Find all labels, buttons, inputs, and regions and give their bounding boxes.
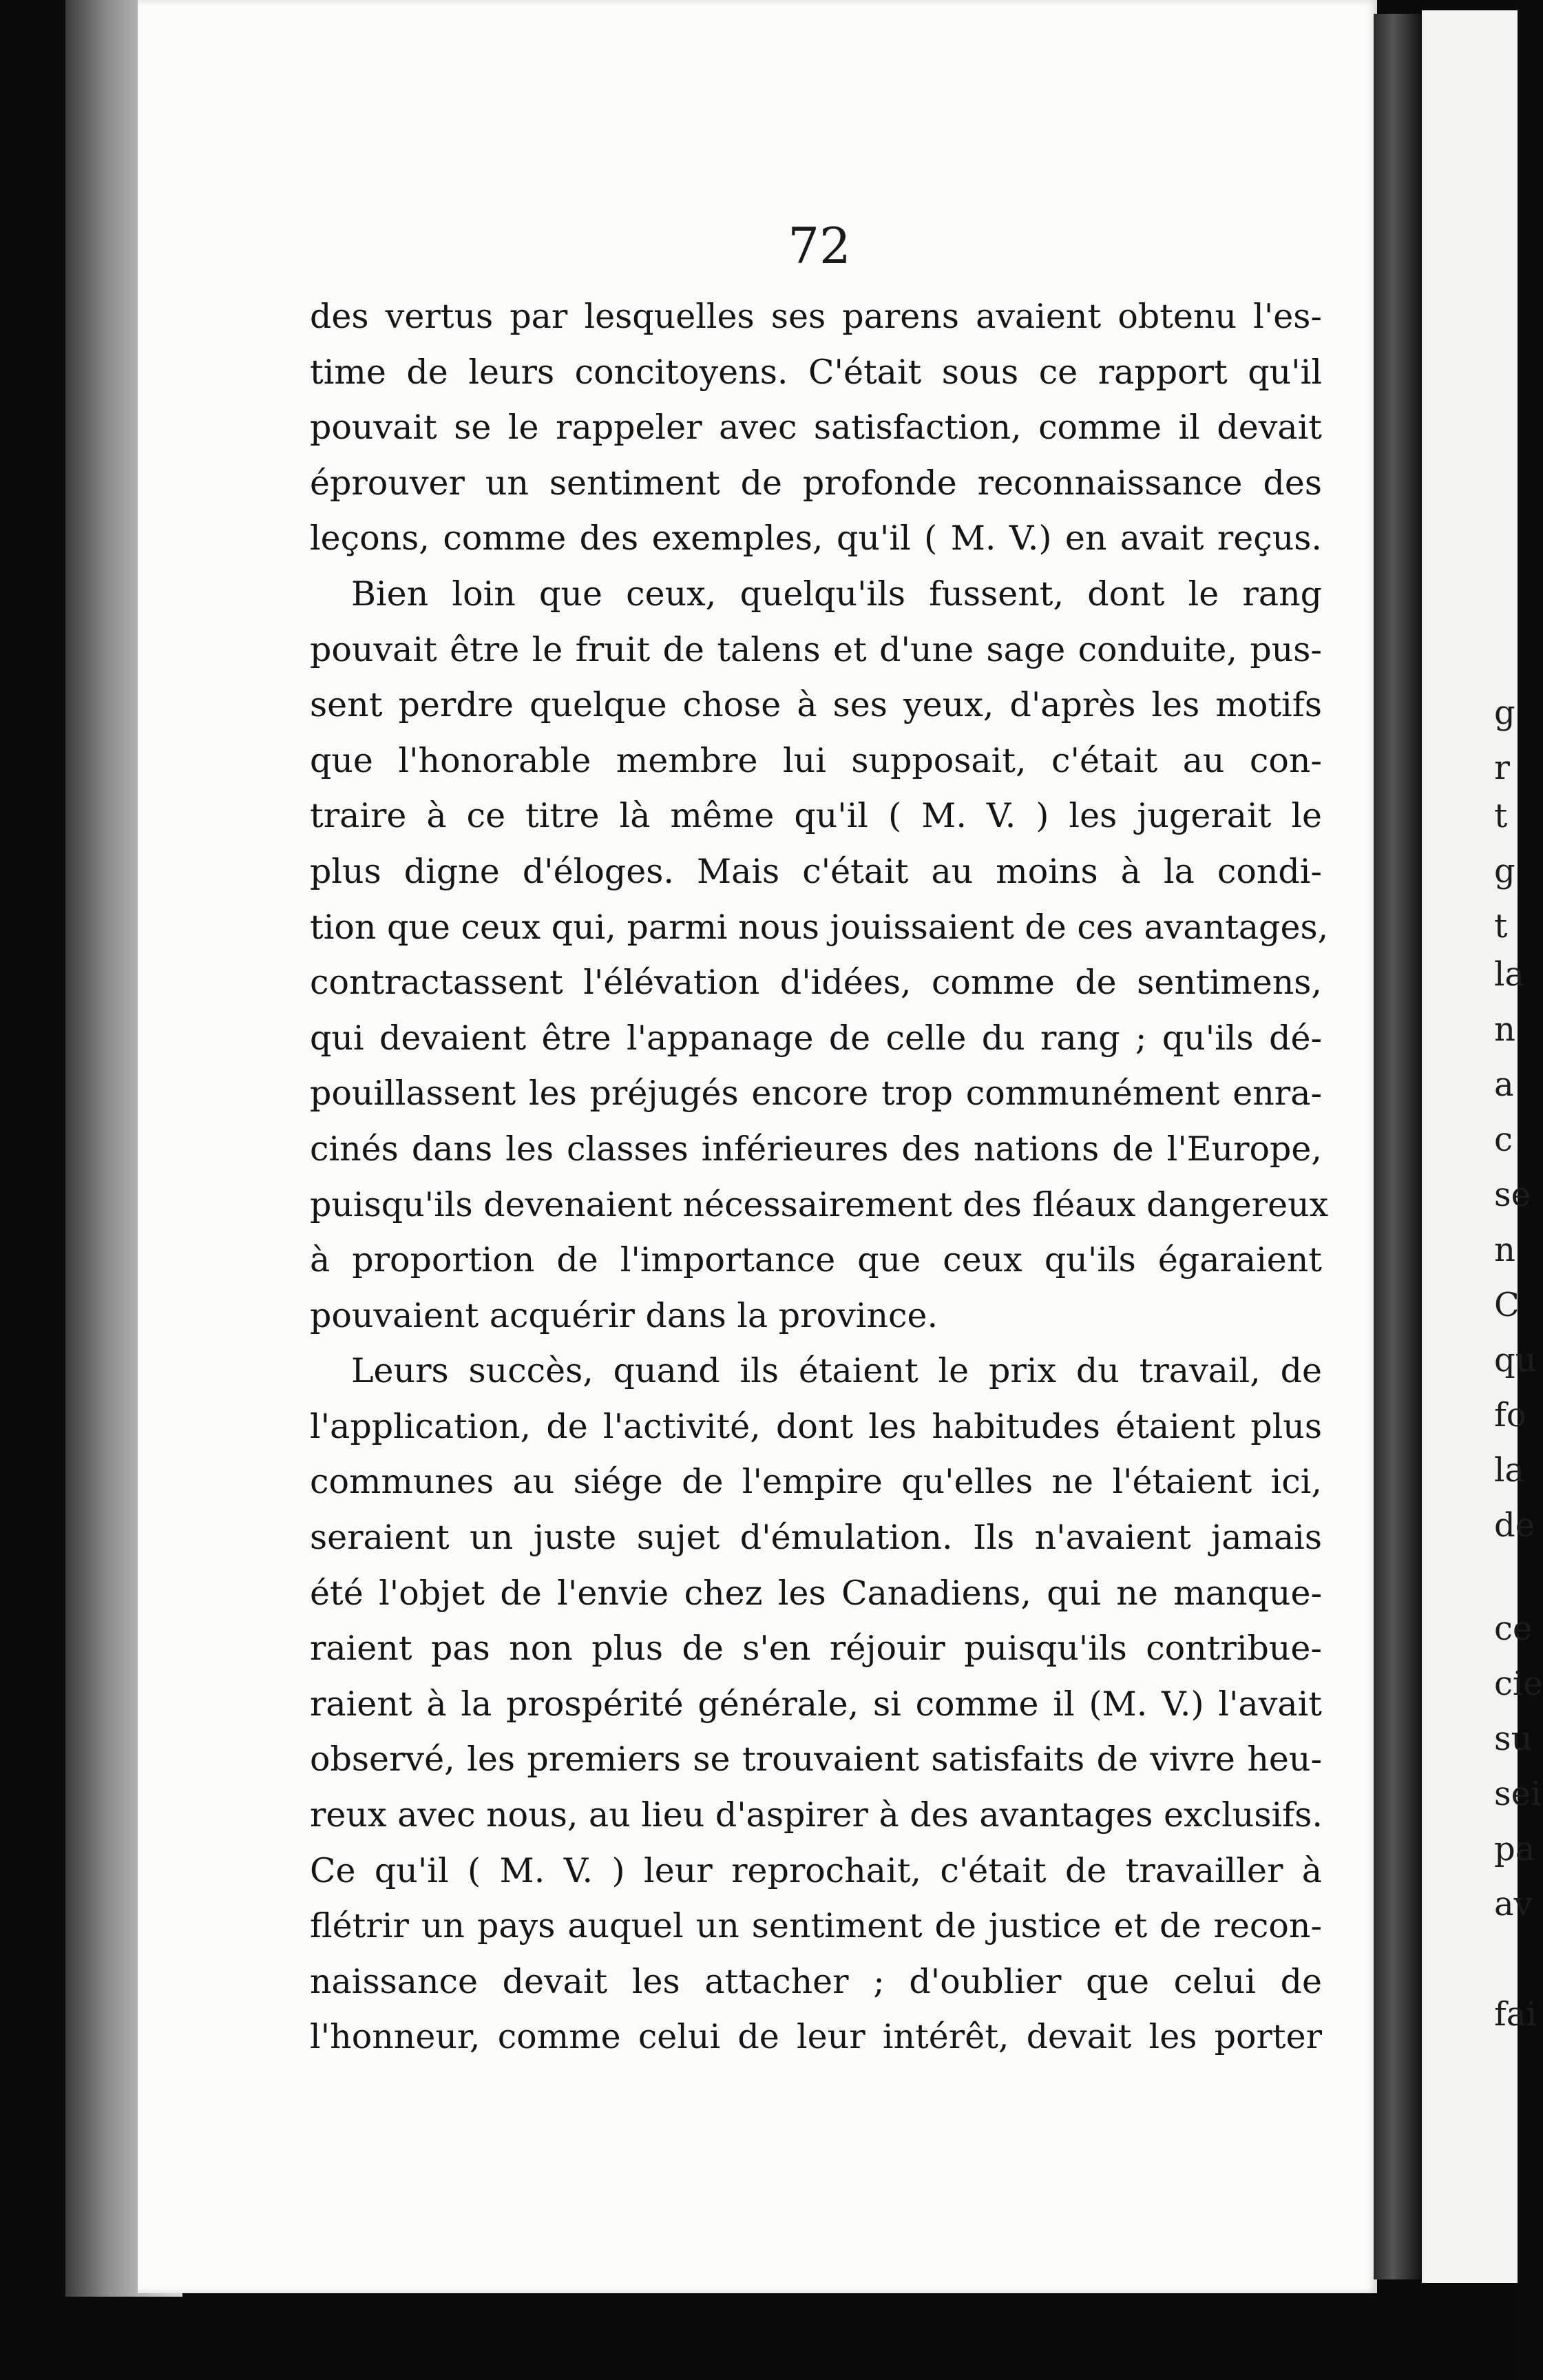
text-line: pouvaient acquérir dans la province. [310, 1295, 938, 1335]
text-line: plus digne d'éloges. Mais c'était au moins à la condi- [310, 851, 1322, 891]
next-page-fragment: ce [1494, 1609, 1533, 1648]
text-line: traire à ce titre là même qu'il ( M. V. ) les jugerait le [310, 796, 1322, 836]
next-page-fragment: qu [1494, 1341, 1537, 1379]
text-line: cinés dans les classes inférieures des nations de l'Europe, [310, 1129, 1322, 1169]
text-line: l'honneur, comme celui de leur intérêt, devait les porter [310, 2017, 1322, 2057]
text-line: éprouver un sentiment de profonde reconnaissance des [310, 463, 1322, 503]
text-line: l'application, de l'activité, dont les habitudes étaient plus [310, 1406, 1322, 1446]
next-page-fragment: su [1494, 1720, 1533, 1758]
text-line: contractassent l'élévation d'idées, comme de sentimens, [310, 963, 1322, 1003]
next-page-fragment: g [1494, 852, 1515, 890]
text-line: naissance devait les attacher ; d'oublier que celui de [310, 1961, 1322, 2001]
text-line: sent perdre quelque chose à ses yeux, d'après les motifs [310, 685, 1322, 725]
text-line: pouvait se le rappeler avec satisfaction, comme il devait [310, 408, 1322, 448]
next-page-sliver [1422, 10, 1543, 2283]
next-page-fragment: sei [1494, 1775, 1542, 1813]
text-line: tion que ceux qui, parmi nous jouissaient de ces avantages, [310, 907, 1329, 947]
text-line: raient pas non plus de s'en réjouir puisqu'ils contribue- [310, 1629, 1322, 1669]
text-line: seraient un juste sujet d'émulation. Ils n'avaient jamais [310, 1518, 1322, 1558]
text-line: pouvait être le fruit de talens et d'une sage conduite, pus- [310, 629, 1322, 669]
page-body-text [310, 289, 1329, 2065]
next-page-fragment: se [1494, 1176, 1531, 1214]
text-line: reux avec nous, au lieu d'aspirer à des avantages exclusifs. [310, 1795, 1323, 1835]
text-line: time de leurs concitoyens. C'était sous ce rapport qu'il [310, 352, 1322, 392]
text-line: raient à la prospérité générale, si comme il (M. V.) l'avait [310, 1684, 1322, 1724]
next-page-fragment: la [1494, 1451, 1524, 1490]
text-line: été l'objet de l'envie chez les Canadiens, qui ne manque- [310, 1573, 1322, 1613]
text-line: communes au siége de l'empire qu'elles ne l'étaient ici, [310, 1462, 1322, 1502]
text-line: qui devaient être l'appanage de celle du rang ; qu'ils dé- [310, 1018, 1322, 1058]
next-page-fragment: a [1494, 1065, 1514, 1104]
next-page-fragment: av [1494, 1885, 1533, 1923]
next-page-fragment: la [1494, 955, 1524, 994]
text-line: Leurs succès, quand ils étaient le prix du travail, de [351, 1351, 1322, 1391]
text-line: puisqu'ils devenaient nécessairement des fléaux dangereux [310, 1184, 1329, 1224]
next-page-fragment: t [1494, 907, 1508, 946]
next-page-fragment: pa [1494, 1830, 1535, 1868]
next-page-fragment: c [1494, 1120, 1513, 1159]
text-line: flétrir un pays auquel un sentiment de justice et de recon- [310, 1906, 1322, 1946]
page-divider [1374, 14, 1422, 2279]
next-page-fragment: r [1494, 749, 1510, 787]
next-page-fragment: cie [1494, 1664, 1543, 1703]
text-line: à proportion de l'importance que ceux qu'ils égaraient [310, 1240, 1322, 1280]
next-page-fragment: C [1494, 1286, 1520, 1324]
text-line: Ce qu'il ( M. V. ) leur reprochait, c'était de travailler à [310, 1850, 1322, 1890]
next-page-fragment: de [1494, 1506, 1535, 1545]
text-line: Bien loin que ceux, quelqu'ils fussent, dont le rang [351, 574, 1322, 614]
text-line: leçons, comme des exemples, qu'il ( M. V.) en avait reçus. [310, 519, 1322, 559]
next-page-fragment: n [1494, 1010, 1515, 1049]
text-line: pouillassent les préjugés encore trop communément enra- [310, 1074, 1322, 1114]
next-page-fragment: g [1494, 693, 1515, 732]
text-line: des vertus par lesquelles ses parens avaient obtenu l'es- [310, 297, 1322, 336]
next-page-fragment: t [1494, 797, 1508, 835]
text-line: observé, les premiers se trouvaient satisfaits de vivre heu- [310, 1740, 1322, 1779]
next-page-fragment: fo [1494, 1396, 1526, 1434]
next-page-fragment: n [1494, 1231, 1515, 1269]
next-page-fragment: fai [1494, 1995, 1537, 2034]
page-number: 72 [788, 217, 851, 275]
text-line: que l'honorable membre lui supposait, c'était au con- [310, 740, 1322, 780]
